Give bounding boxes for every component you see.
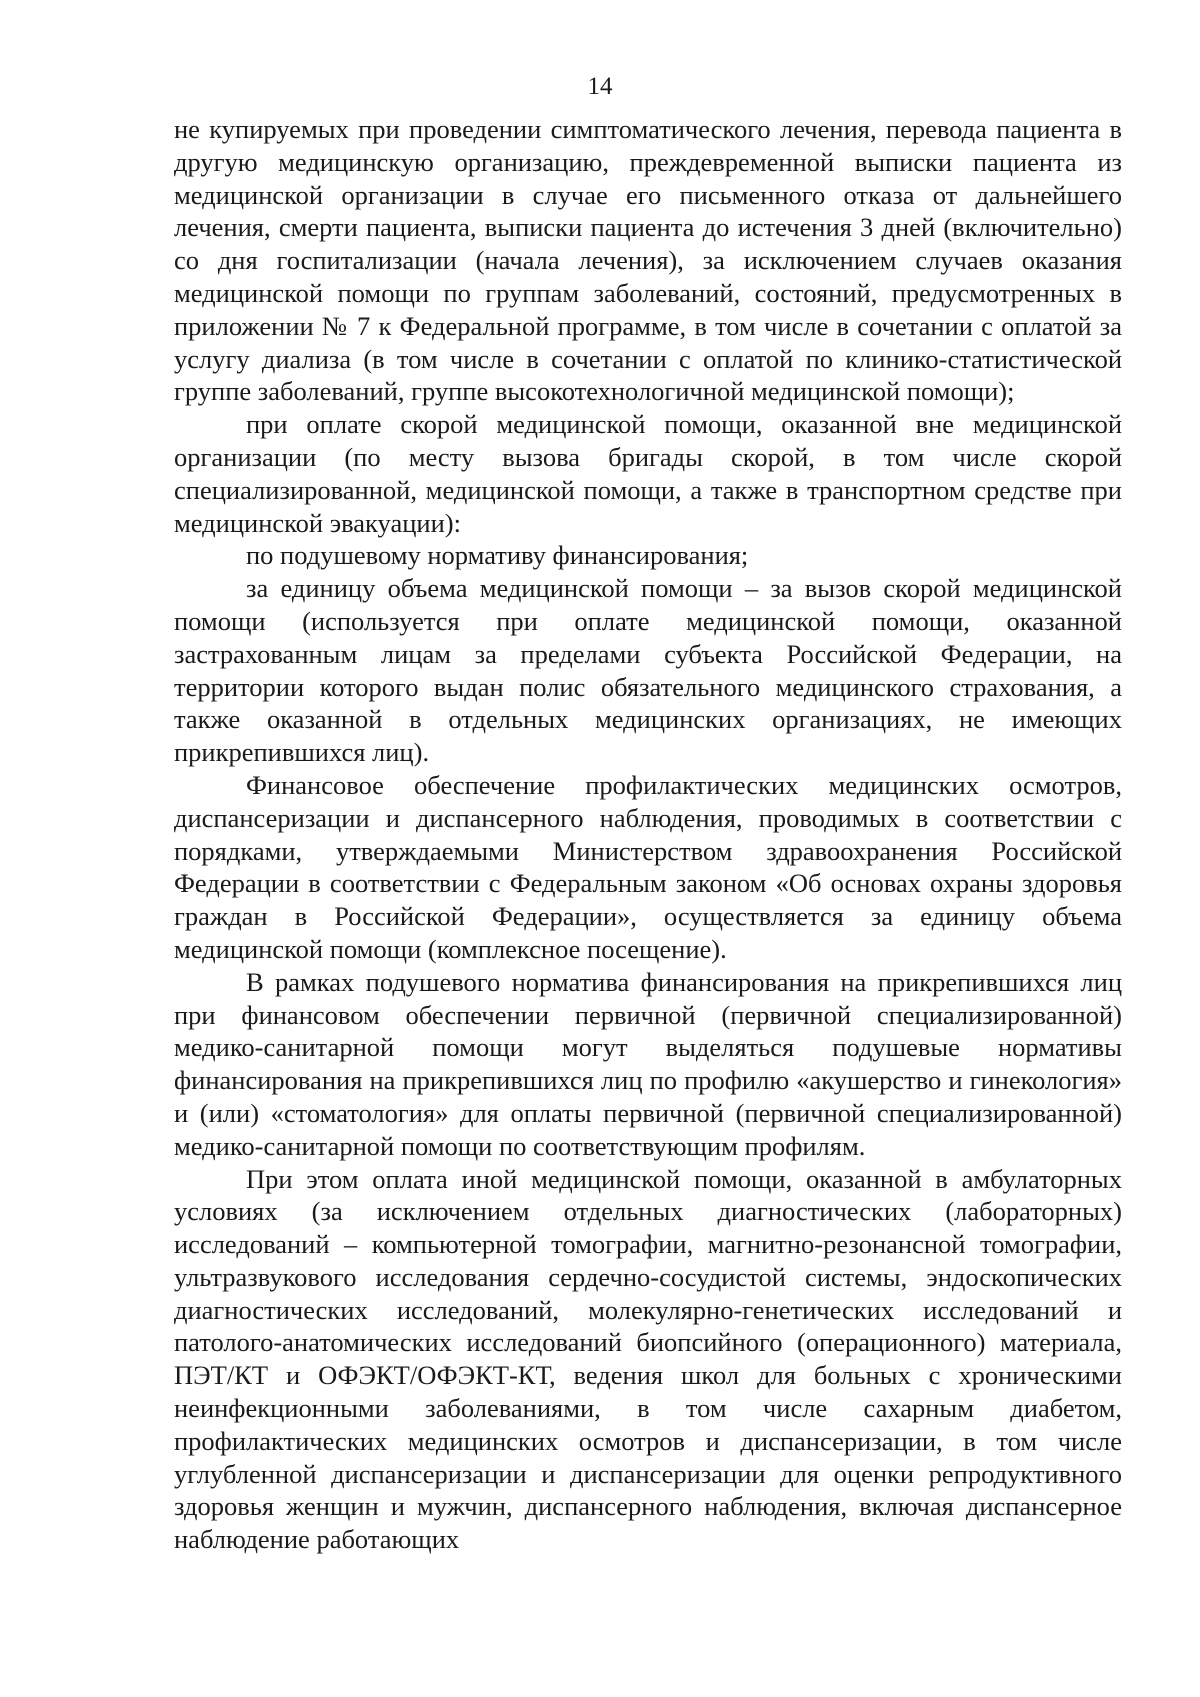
paragraph-5: Финансовое обеспечение профилактических медицинских осмотров, диспансеризации и диспансерного наблюдения, проводимых в соответствии с порядками, утверждаемыми Министерством здравоохранения Российской Федерации в соответствии с Федеральным законом «Об основах охраны здоровья граждан в Российской Федерации», осуществляется за единицу объема медицинской помощи (комплексное посещение). bbox=[174, 769, 1122, 964]
paragraph-3: по подушевому нормативу финансирования; bbox=[246, 540, 749, 571]
paragraph-1: не купируемых при проведении симптоматического лечения, перевода пациента в другую медицинскую организацию, преждевременной выписки пациента из медицинской организации в случае его письменного отказа от дальнейшего лечения, смерти пациента, выписки пациента до истечения 3 дней (включительно) со дня госпитализации (начала лечения), за исключением случаев оказания медицинской помощи по группам заболеваний, состояний, предусмотренных в приложении № 7 к Федеральной программе, в том числе в сочетании с оплатой за услугу диализа (в том числе в сочетании с оплатой по клинико-статистической группе заболеваний, группе высокотехнологичной медицинской помощи); bbox=[174, 114, 1122, 407]
paragraph-6: В рамках подушевого норматива финансирования на прикрепившихся лиц при финансовом обеспечении первичной (первичной специализированной) медико-санитарной помощи могут выделяться подушевые нормативы финансирования на прикрепившихся лиц по профилю «акушерство и гинекология» и (или) «стоматология» для оплаты первичной (первичной специализированной) медико-санитарной помощи по соответствующим профилям. bbox=[174, 966, 1122, 1161]
paragraph-2: при оплате скорой медицинской помощи, оказанной вне медицинской организации (по месту вызова бригады скорой, в том числе скорой специализированной, медицинской помощи, а также в транспортном средстве при медицинской эвакуации): bbox=[174, 409, 1122, 538]
paragraph-4: за единицу объема медицинской помощи – за вызов скорой медицинской помощи (используется при оплате медицинской помощи, оказанной застрахованным лицам за пределами субъекта Российской Федерации, на территории которого выдан полис обязательного медицинского страхования, а также оказанной в отдельных медицинских организациях, не имеющих прикрепившихся лиц). bbox=[174, 573, 1122, 768]
document-body bbox=[174, 113, 1122, 1556]
page-number: 14 bbox=[587, 73, 613, 100]
paragraph-7: При этом оплата иной медицинской помощи, оказанной в амбулаторных условиях (за исключением отдельных диагностических (лабораторных) исследований – компьютерной томографии, магнитно-резонансной томографии, ультразвукового исследования сердечно-сосудистой системы, эндоскопических диагностических исследований, молекулярно-генетических исследований и патолого-анатомических исследований биопсийного (операционного) материала, ПЭТ/КТ и ОФЭКТ/ОФЭКТ-КТ, ведения школ для больных с хроническими неинфекционными заболеваниями, в том числе сахарным диабетом, профилактических медицинских осмотров и диспансеризации, в том числе углубленной диспансеризации и диспансеризации для оценки репродуктивного здоровья женщин и мужчин, диспансерного наблюдения, включая диспансерное наблюдение работающих bbox=[174, 1163, 1122, 1555]
